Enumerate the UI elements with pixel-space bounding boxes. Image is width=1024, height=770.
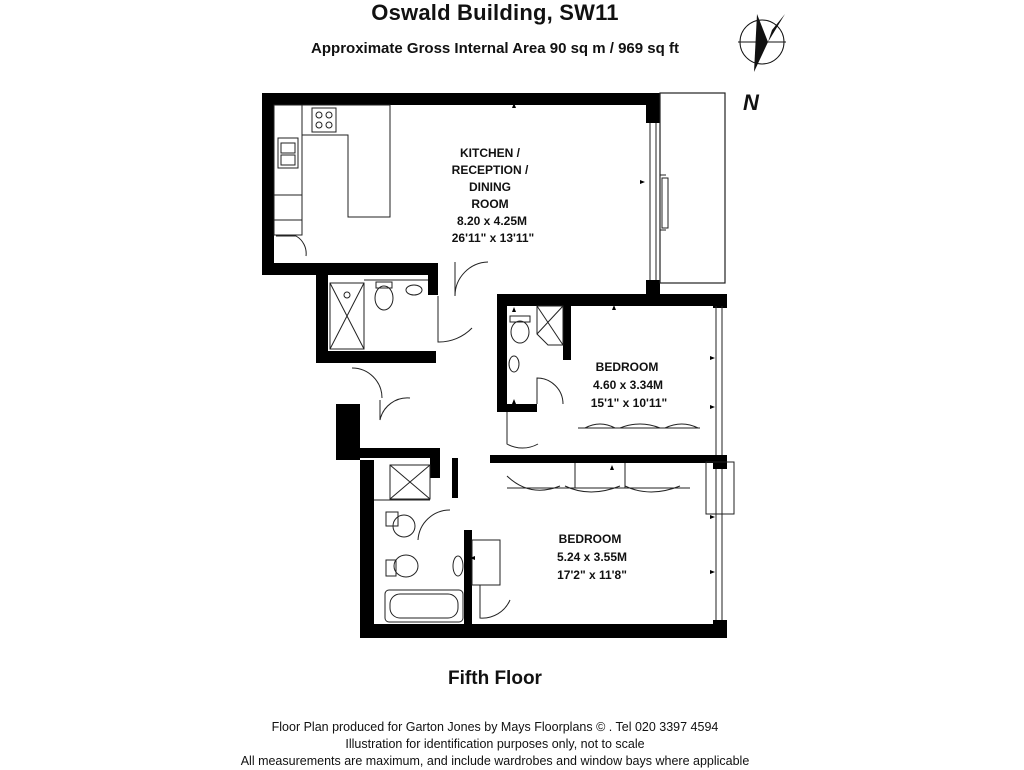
svg-text:ROOM: ROOM <box>471 197 509 211</box>
svg-text:4.60 x 3.34M: 4.60 x 3.34M <box>592 378 664 392</box>
kitchen-units <box>274 105 390 256</box>
bathroom-2-fittings <box>374 465 510 622</box>
windows <box>650 123 734 620</box>
svg-text:BEDROOM: BEDROOM <box>595 360 659 374</box>
svg-text:DINING: DINING <box>469 180 511 194</box>
bathroom-1-fittings <box>330 280 472 349</box>
room-label-bedroom-2 <box>557 532 627 582</box>
svg-text:8.20 x 4.25M: 8.20 x 4.25M <box>456 214 528 228</box>
plan-title: Oswald Building, SW11 <box>371 0 619 25</box>
svg-text:15'1" x 10'11": 15'1" x 10'11" <box>590 396 668 410</box>
footer-line-2: Illustration for identification purposes only, not to scale <box>345 737 645 751</box>
svg-text:BEDROOM: BEDROOM <box>558 532 622 546</box>
svg-text:KITCHEN /: KITCHEN / <box>460 146 520 160</box>
room-label-kitchen <box>452 146 535 245</box>
area-subtitle: Approximate Gross Internal Area 90 sq m / 969 sq ft <box>311 40 679 57</box>
svg-text:17'2" x 11'8": 17'2" x 11'8" <box>557 568 627 582</box>
footer-line-1: Floor Plan produced for Garton Jones by Mays Floorplans © . Tel 020 3397 4594 <box>271 720 719 734</box>
svg-text:26'11" x 13'11": 26'11" x 13'11" <box>451 231 535 245</box>
room-label-bedroom-1 <box>591 360 667 410</box>
north-compass-icon <box>738 14 786 115</box>
ensuite-1-fittings <box>509 306 563 404</box>
svg-text:RECEPTION /: RECEPTION / <box>451 163 529 177</box>
footer-notes <box>0 719 990 770</box>
svg-text:5.24 x 3.55M: 5.24 x 3.55M <box>556 550 628 564</box>
footer-line-3: All measurements are maximum, and include wardrobes and window bays where applicable <box>240 754 750 768</box>
floor-label: Fifth Floor <box>448 668 542 689</box>
compass-label: N <box>743 90 759 115</box>
